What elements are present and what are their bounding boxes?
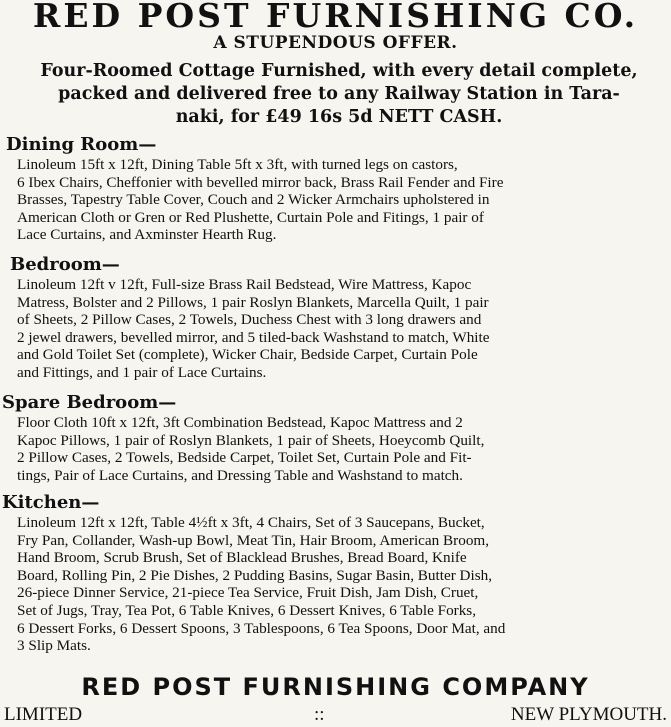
section-line: Board, Rolling Pin, 2 Pie Dishes, 2 Pudding Basins, Sugar Basin, Butter Dish, — [17, 566, 493, 584]
footer-address-line — [4, 703, 667, 727]
footer-company-name: RED POST FURNISHING COMPANY — [81, 673, 590, 701]
section-line: and Fittings, and 1 pair of Lace Curtains. — [17, 363, 267, 381]
headline: RED POST FURNISHING CO. — [32, 0, 639, 35]
section-line: Matress, Bolster and 2 Pillows, 1 pair Roslyn Blankets, Marcella Quilt, 1 pair — [17, 293, 489, 311]
offer-line: Four-Roomed Cottage Furnished, with every detail complete, — [40, 61, 638, 81]
section-body — [0, 276, 671, 382]
section-spare-bedroom — [0, 392, 671, 484]
section-body — [0, 514, 662, 655]
section-line: and Gold Toilet Set (complete), Wicker Chair, Bedside Carpet, Curtain Pole — [17, 346, 478, 364]
section-line: tings, Pair of Lace Curtains, and Dressing Table and Washstand to match. — [17, 466, 463, 484]
section-line: of Sheets, 2 Pillow Cases, 2 Towels, Duchess Chest with 3 long drawers and — [17, 311, 482, 329]
section-line: 2 Pillow Cases, 2 Towels, Bedside Carpet, Toilet Set, Curtain Pole and Fit- — [17, 449, 472, 467]
section-line: Kapoc Pillows, 1 pair of Roslyn Blankets, 1 pair of Sheets, Hoeycomb Quilt, — [17, 431, 485, 449]
section-line: 6 Ibex Chairs, Cheffonier with bevelled mirror back, Brass Rail Fender and Fire — [17, 173, 504, 191]
section-line: 3 Slip Mats. — [17, 637, 91, 655]
section-line: Fry Pan, Collander, Wash-up Bowl, Meat Tin, Hair Broom, American Broom, — [17, 531, 490, 549]
section-line: 2 jewel drawers, bevelled mirror, and 5 tiled-back Washstand to match, White — [17, 328, 490, 346]
section-bedroom — [0, 254, 671, 382]
section-body — [0, 414, 662, 484]
section-line: Linoleum 15ft x 12ft, Dining Table 5ft x 3ft, with turned legs on castors, — [17, 156, 458, 173]
section-title: Spare Bedroom— — [2, 392, 177, 413]
section-line: Brasses, Tapestry Table Cover, Couch and 2 Wicker Armchairs upholstered in — [17, 191, 490, 209]
section-line: Floor Cloth 10ft x 12ft, 3ft Combination Bedstead, Kapoc Mattress and 2 — [17, 414, 463, 431]
section-title: Kitchen— — [2, 492, 100, 513]
section-line: 6 Dessert Forks, 6 Dessert Spoons, 3 Tablespoons, 6 Tea Spoons, Door Mat, and — [17, 619, 506, 637]
section-line: 26-piece Dinner Service, 21-piece Tea Service, Fruit Dish, Jam Dish, Cruet, — [17, 584, 479, 602]
section-dining-room — [0, 134, 671, 244]
footer-separator: :: — [314, 704, 325, 725]
section-line: Lace Curtains, and Axminster Hearth Rug. — [17, 226, 277, 244]
offer-line: packed and delivered free to any Railway Station in Tara- — [58, 84, 620, 104]
subhead: A STUPENDOUS OFFER. — [213, 33, 458, 53]
section-title: Bedroom— — [10, 254, 120, 275]
section-body — [0, 156, 662, 244]
section-line: Set of Jugs, Tray, Tea Pot, 6 Table Knives, 6 Dessert Knives, 6 Table Forks, — [17, 601, 477, 619]
offer-text — [14, 60, 664, 129]
footer-town: NEW PLYMOUTH. — [510, 704, 667, 725]
offer-line: naki, for £49 16s 5d NETT CASH. — [175, 107, 503, 127]
section-kitchen — [0, 492, 671, 655]
section-line: Hand Broom, Scrub Brush, Set of Blacklead Brushes, Bread Board, Knife — [17, 549, 467, 567]
section-title: Dining Room— — [6, 134, 157, 155]
footer-limited: LIMITED — [4, 704, 83, 725]
section-line: Linoleum 12ft v 12ft, Full-size Brass Rail Bedstead, Wire Mattress, Kapoc — [17, 276, 472, 293]
section-line: Linoleum 12ft x 12ft, Table 4½ft x 3ft, 4 Chairs, Set of 3 Saucepans, Bucket, — [17, 514, 485, 531]
section-line: American Cloth or Gren or Red Plushette, Curtain Pole and Fitings, 1 pair of — [17, 208, 484, 226]
